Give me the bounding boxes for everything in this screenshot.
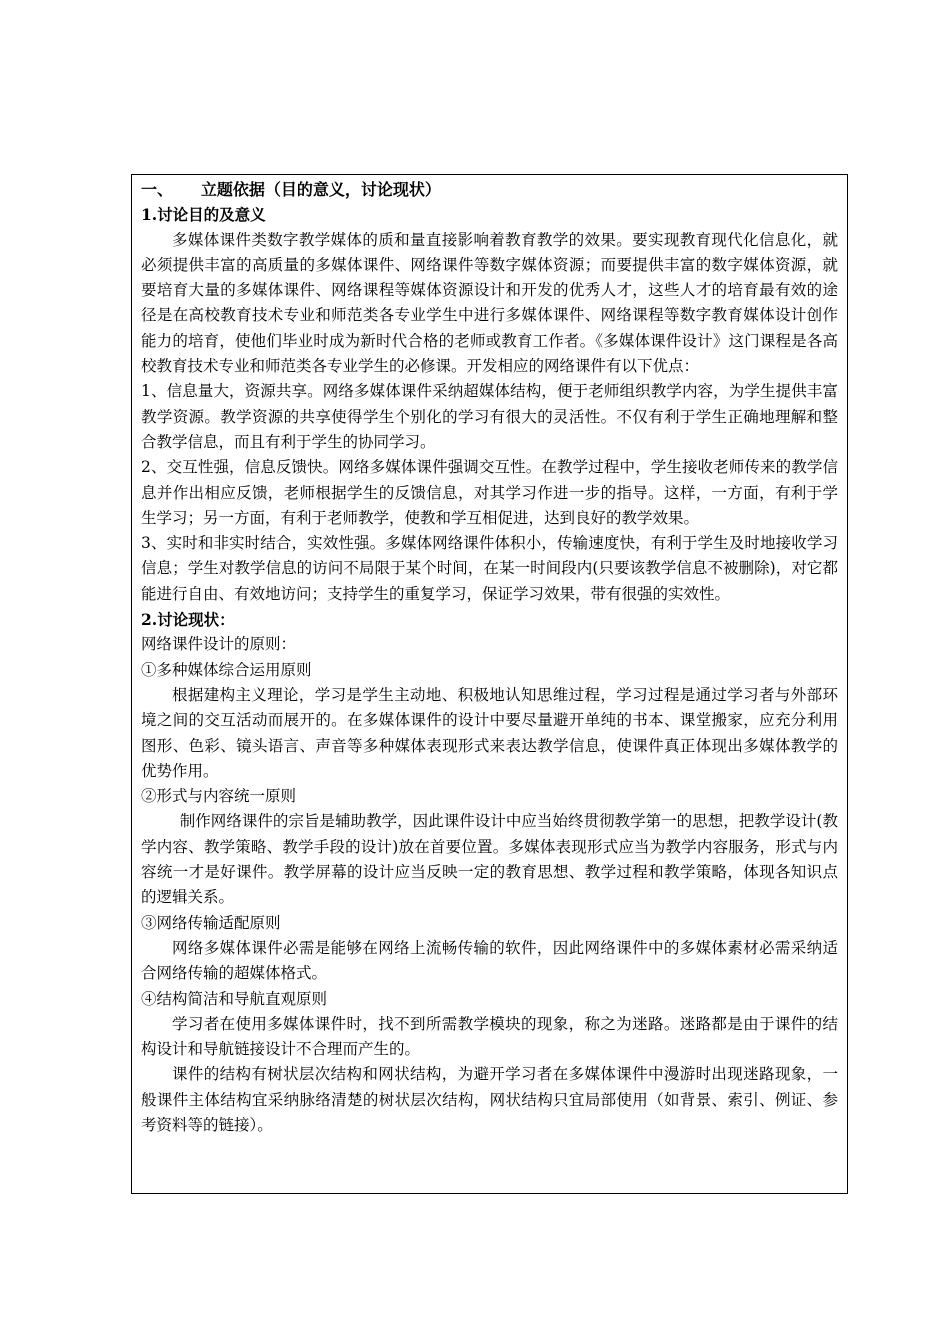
paragraph-significance: 多媒体课件类数字教学媒体的质和量直接影响着教育教学的效果。要实现教育现代化信息化，就必须提供丰富的高质量的多媒体课件、网络课件等数字媒体资源；而要提供丰富的数字媒体资源，就要培育大量的多媒体课件、网络课程等媒体资源设计和开发的优秀人才，这些人才的培育最有效的途径是在高校教育技术专业和师范类各专业学生中进行多媒体课件、网络课程等数字教育媒体设计创作能力的培育，使他们毕业时成为新时代合格的老师或教育工作者。《多媒体课件设计》这门课程是各高校教育技术专业和师范类各专业学生的必修课。开发相应的网络课件有以下优点： <box>141 230 838 376</box>
subsection-title-2: 2.讨论现状： <box>141 610 235 630</box>
subsection-title-1: 1.讨论目的及意义 <box>141 205 266 225</box>
principle-4-text-2: 课件的结构有树状层次结构和网状结构，为避开学习者在多媒体课件中漫游时出现迷路现象，一般课件主体结构宜采纳脉络清楚的树状层次结构，网状结构只宜局部使用（如背景、索引、例证、参考资料等的链接）。 <box>141 1065 838 1134</box>
principle-4-title: ④结构简洁和导航直观原则 <box>141 989 328 1008</box>
content-frame <box>131 174 848 1194</box>
principle-3-title: ③网络传输适配原则 <box>141 913 281 932</box>
principle-2-text: 制作网络课件的宗旨是辅助教学，因此课件设计中应当始终贯彻教学第一的思想，把教学设计(教学内容、教学策略、教学手段的设计)放在首要位置。多媒体表现形式应当为教学内容服务，形式与内容统一才是好课件。教学屏幕的设计应当反映一定的教育思想、教学过程和教学策略，体现各知识点的逻辑关系。 <box>141 812 838 907</box>
principles-intro: 网络课件设计的原则： <box>141 635 297 654</box>
section-title: 立题依据（目的意义，讨论现状） <box>200 180 441 199</box>
section-heading <box>141 177 838 202</box>
paragraph-advantage-2: 2、交互性强，信息反馈快。网络多媒体课件强调交互性。在教学过程中，学生接收老师传来的教学信息并作出相应反馈，老师根据学生的反馈信息，对其学习作进一步的指导。这样，一方面，有利于学生学习；另一方面，有利于老师教学，使教和学互相促进，达到良好的教学效果。 <box>141 458 838 527</box>
principle-1-text: 根据建构主义理论，学习是学生主动地、积极地认知思维过程，学习过程是通过学习者与外部环境之间的交互活动而展开的。在多媒体课件的设计中要尽量避开单纯的书本、课堂搬家，应充分利用图形、色彩、镜头语言、声音等多种媒体表现形式来表达教学信息，使课件真正体现出多媒体教学的优势作用。 <box>141 685 838 780</box>
principle-2-title: ②形式与内容统一原则 <box>141 787 297 806</box>
section-number: 一、 <box>141 180 174 199</box>
principle-1-title: ①多种媒体综合运用原则 <box>141 660 312 679</box>
paragraph-advantage-1: 1、信息量大，资源共享。网络多媒体课件采纳超媒体结构，便于老师组织教学内容，为学生提供丰富教学资源。教学资源的共享使得学生个别化的学习有很大的灵活性。不仅有利于学生正确地理解和整合教学信息，而且有利于学生的协同学习。 <box>141 382 838 451</box>
paragraph-advantage-3: 3、实时和非实时结合，实效性强。多媒体网络课件体积小，传输速度快，有利于学生及时地接收学习信息；学生对教学信息的访问不局限于某个时间，在某一时间段内(只要该教学信息不被删除)，对它都能进行自由、有效地访问；支持学生的重复学习，保证学习效果，带有很强的实效性。 <box>141 534 838 603</box>
principle-3-text: 网络多媒体课件必需是能够在网络上流畅传输的软件，因此网络课件中的多媒体素材必需采纳适合网络传输的超媒体格式。 <box>141 938 838 983</box>
principle-4-text-1: 学习者在使用多媒体课件时，找不到所需教学模块的现象，称之为迷路。迷路都是由于课件的结构设计和导航链接设计不合理而产生的。 <box>141 1014 838 1059</box>
